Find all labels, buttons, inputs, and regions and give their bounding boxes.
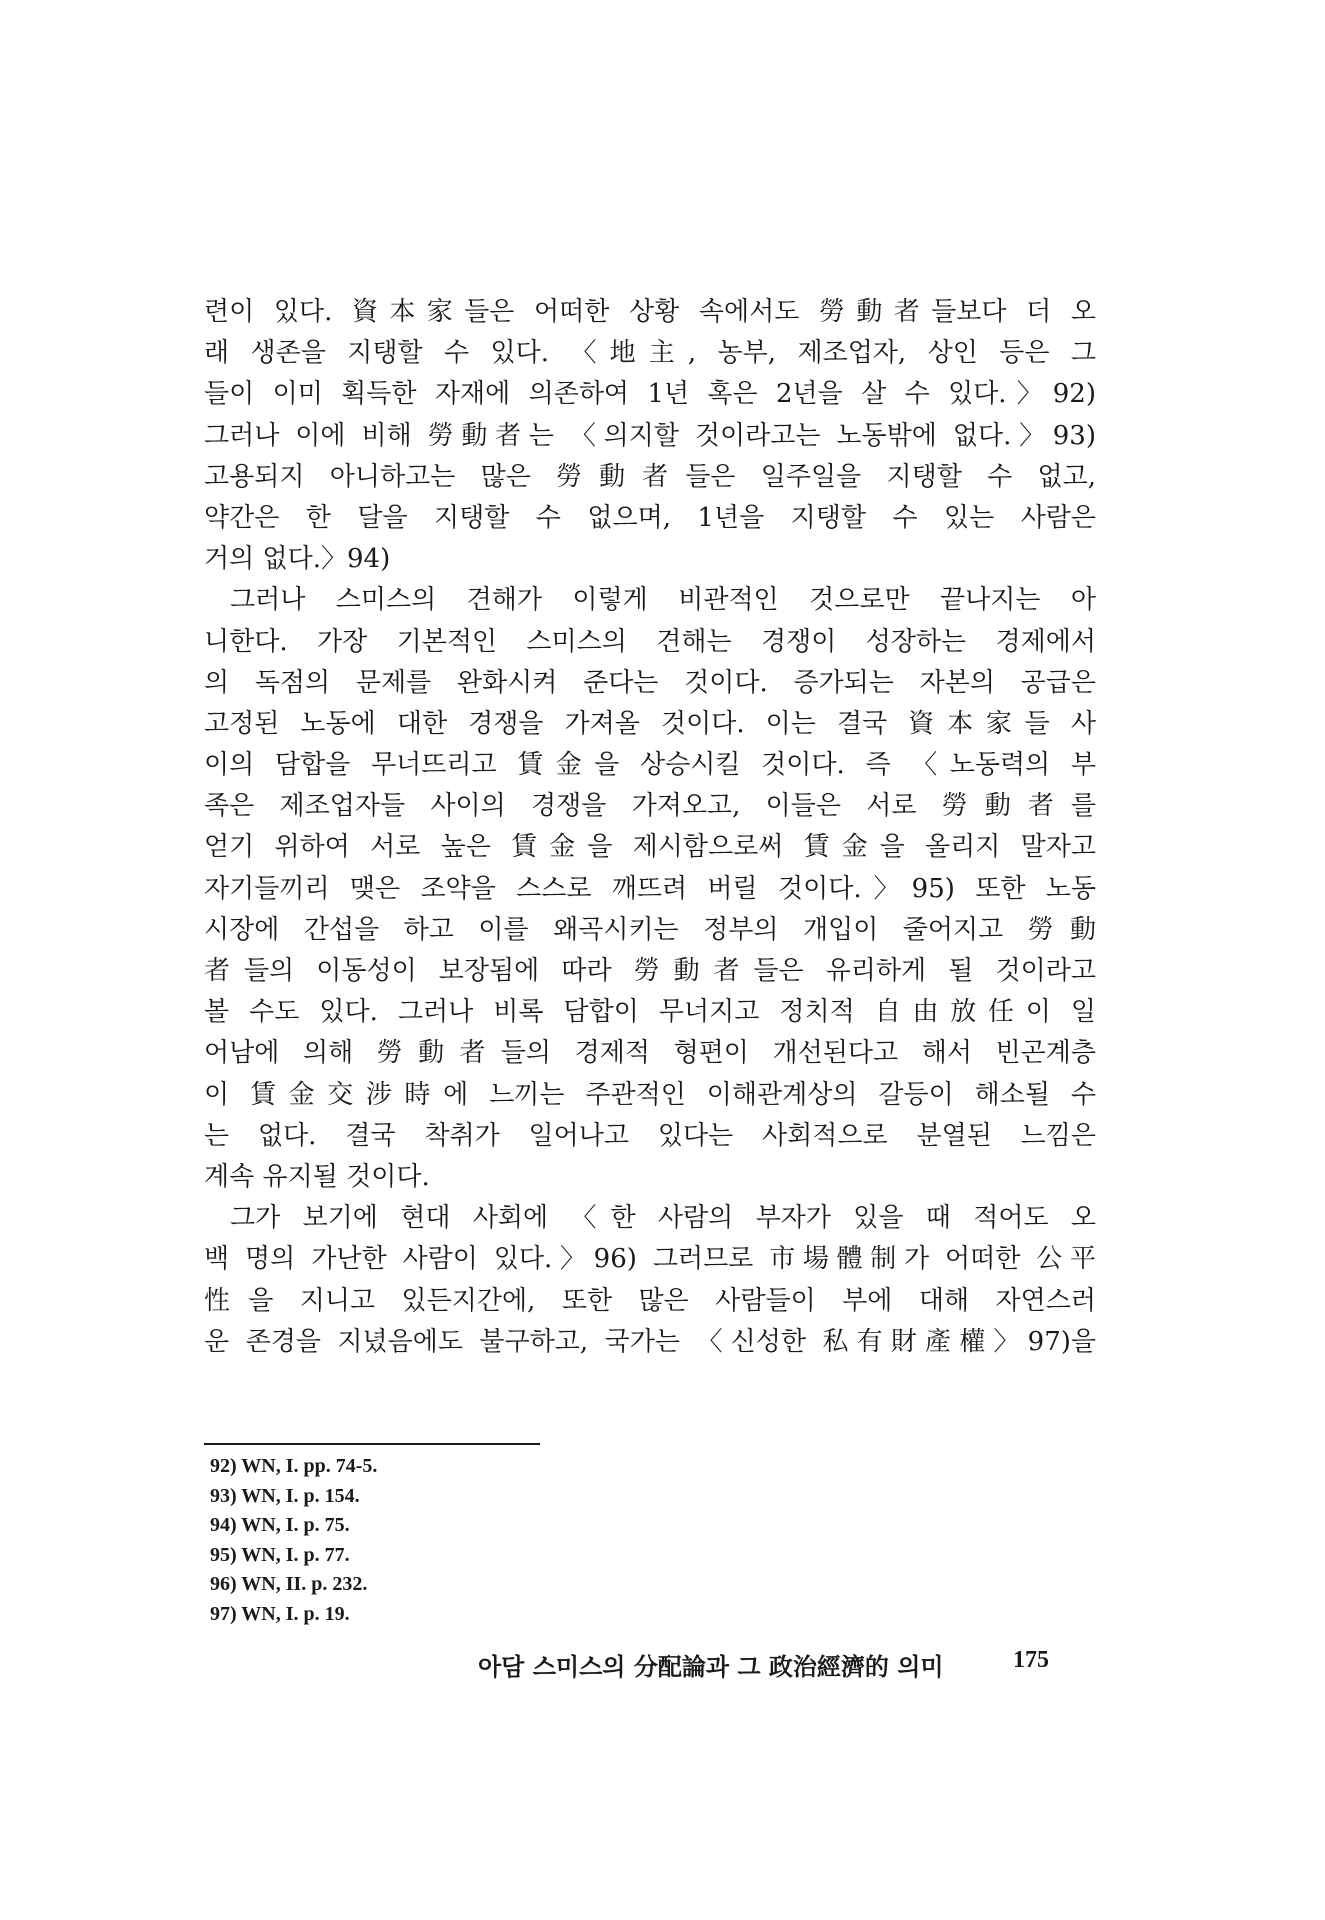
body-text [204, 292, 1096, 1363]
text-line: 계속 유지될 것이다. [204, 1161, 430, 1192]
text-line: 고정된 노동에 대한 경쟁을 가져올 것이다. 이는 결국 資本家들 사 [204, 708, 1096, 739]
text-line: 그가 보기에 현대 사회에 〈한 사람의 부자가 있을 때 적어도 오 [230, 1203, 1096, 1234]
footnote: 97) WN, I. p. 19. [210, 1602, 350, 1625]
footnote: 95) WN, I. p. 77. [210, 1543, 350, 1566]
text-line: 얻기 위하여 서로 높은 賃金을 제시함으로써 賃金을 올리지 말자고 [204, 832, 1096, 863]
running-title: 아담 스미스의 分配論과 그 政治經濟的 의미 [478, 1652, 944, 1681]
text-line: 이 賃金交涉時에 느끼는 주관적인 이해관계상의 갈등이 해소될 수 [204, 1079, 1096, 1110]
footnote: 92) WN, I. pp. 74-5. [210, 1455, 378, 1477]
footnote: 96) WN, II. p. 232. [210, 1573, 368, 1595]
text-line: 약간은 한 달을 지탱할 수 없으며, 1년을 지탱할 수 있는 사람은 [204, 502, 1096, 533]
page-number: 175 [1013, 1647, 1049, 1673]
footnote: 94) WN, I. p. 75. [210, 1514, 350, 1536]
text-line: 백 명의 가난한 사람이 있다.〉96) 그러므로 市場體制가 어떠한 公平 [204, 1244, 1096, 1275]
text-line: 者들의 이동성이 보장됨에 따라 勞動者들은 유리하게 될 것이라고 [204, 956, 1096, 986]
text-line: 운 존경을 지녔음에도 불구하고, 국가는 〈신성한 私有財產權〉97)을 [204, 1326, 1096, 1357]
text-line: 그러나 스미스의 견해가 이렇게 비관적인 것으로만 끝나지는 아 [230, 585, 1096, 616]
text-line: 련이 있다. 資本家들은 어떠한 상황 속에서도 勞動者들보다 더 오 [204, 297, 1096, 327]
text-line: 볼 수도 있다. 그러나 비록 담합이 무너지고 정치적 自由放任이 일 [204, 997, 1096, 1028]
text-line: 들이 이미 획득한 자재에 의존하여 1년 혹은 2년을 살 수 있다.〉92) [204, 379, 1096, 410]
text-line: 이의 담합을 무너뜨리고 賃金을 상승시킬 것이다. 즉 〈노동력의 부 [204, 750, 1096, 781]
text-line: 시장에 간섭을 하고 이를 왜곡시키는 정부의 개입이 줄어지고 勞動 [204, 914, 1096, 945]
footnotes [210, 1452, 610, 1629]
text-line: 그러나 이에 비해 勞動者는 〈의지할 것이라고는 노동밖에 없다.〉93) [204, 420, 1096, 451]
text-line: 는 없다. 결국 착취가 일어나고 있다는 사회적으로 분열된 느낌은 [204, 1120, 1096, 1151]
text-line: 족은 제조업자들 사이의 경쟁을 가져오고, 이들은 서로 勞動者를 [204, 791, 1096, 822]
text-line: 의 독점의 문제를 완화시켜 준다는 것이다. 증가되는 자본의 공급은 [204, 667, 1096, 698]
text-line: 어남에 의해 勞動者들의 경제적 형편이 개선된다고 해서 빈곤계층 [204, 1038, 1096, 1069]
text-line: 거의 없다.〉94) [204, 544, 391, 575]
text-line: 자기들끼리 맺은 조약을 스스로 깨뜨려 버릴 것이다.〉95) 또한 노동 [204, 873, 1096, 904]
page-footer [478, 1647, 1058, 1682]
text-line: 고용되지 아니하고는 많은 勞動者들은 일주일을 지탱할 수 없고, [204, 461, 1096, 492]
text-line: 性을 지니고 있든지간에, 또한 많은 사람들이 부에 대해 자연스러 [204, 1285, 1096, 1316]
text-line: 니한다. 가장 기본적인 스미스의 견해는 경쟁이 성장하는 경제에서 [204, 626, 1096, 657]
text-line: 래 생존을 지탱할 수 있다. 〈地主, 농부, 제조업자, 상인 등은 그 [204, 338, 1096, 369]
footnote: 93) WN, I. p. 154. [210, 1484, 360, 1507]
footnote-divider [204, 1443, 540, 1445]
